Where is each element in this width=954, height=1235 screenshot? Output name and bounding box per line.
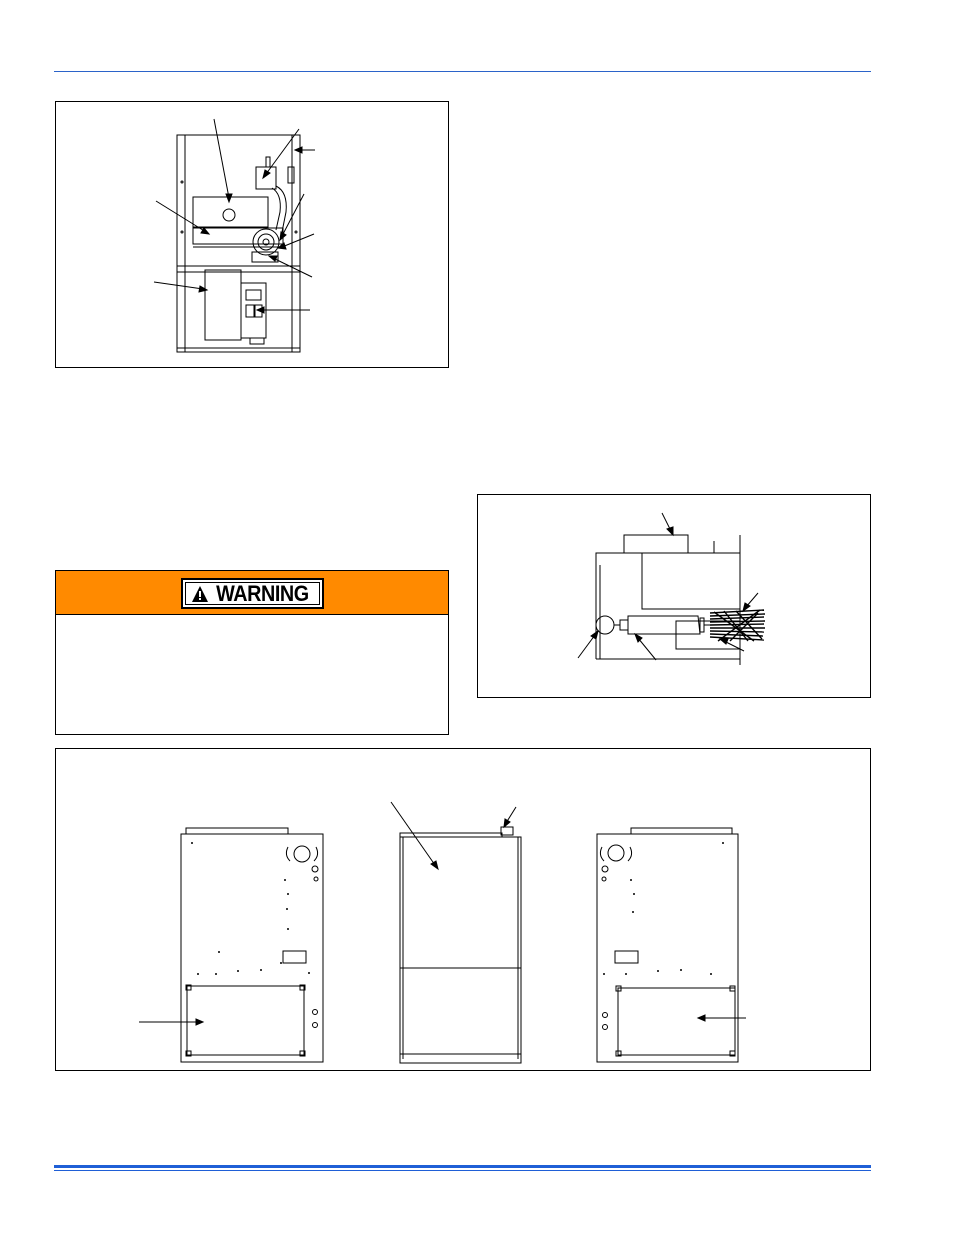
- footer-rule: [54, 1165, 871, 1168]
- furnace-interior-drawing: [56, 102, 450, 369]
- footer-rule-thin: [54, 1170, 871, 1171]
- cabinet-views-drawing: [56, 749, 872, 1072]
- warning-label: WARNING: [216, 580, 309, 606]
- warning-header: [56, 571, 448, 615]
- header-rule: [54, 71, 871, 72]
- burner-cleaning-figure: [477, 494, 871, 698]
- burner-cleaning-drawing: [478, 495, 872, 699]
- warning-badge: [181, 578, 324, 609]
- warning-box: [55, 570, 449, 735]
- furnace-interior-figure: [55, 101, 449, 368]
- warning-triangle-icon: [191, 585, 209, 603]
- cabinet-views-figure: [55, 748, 871, 1071]
